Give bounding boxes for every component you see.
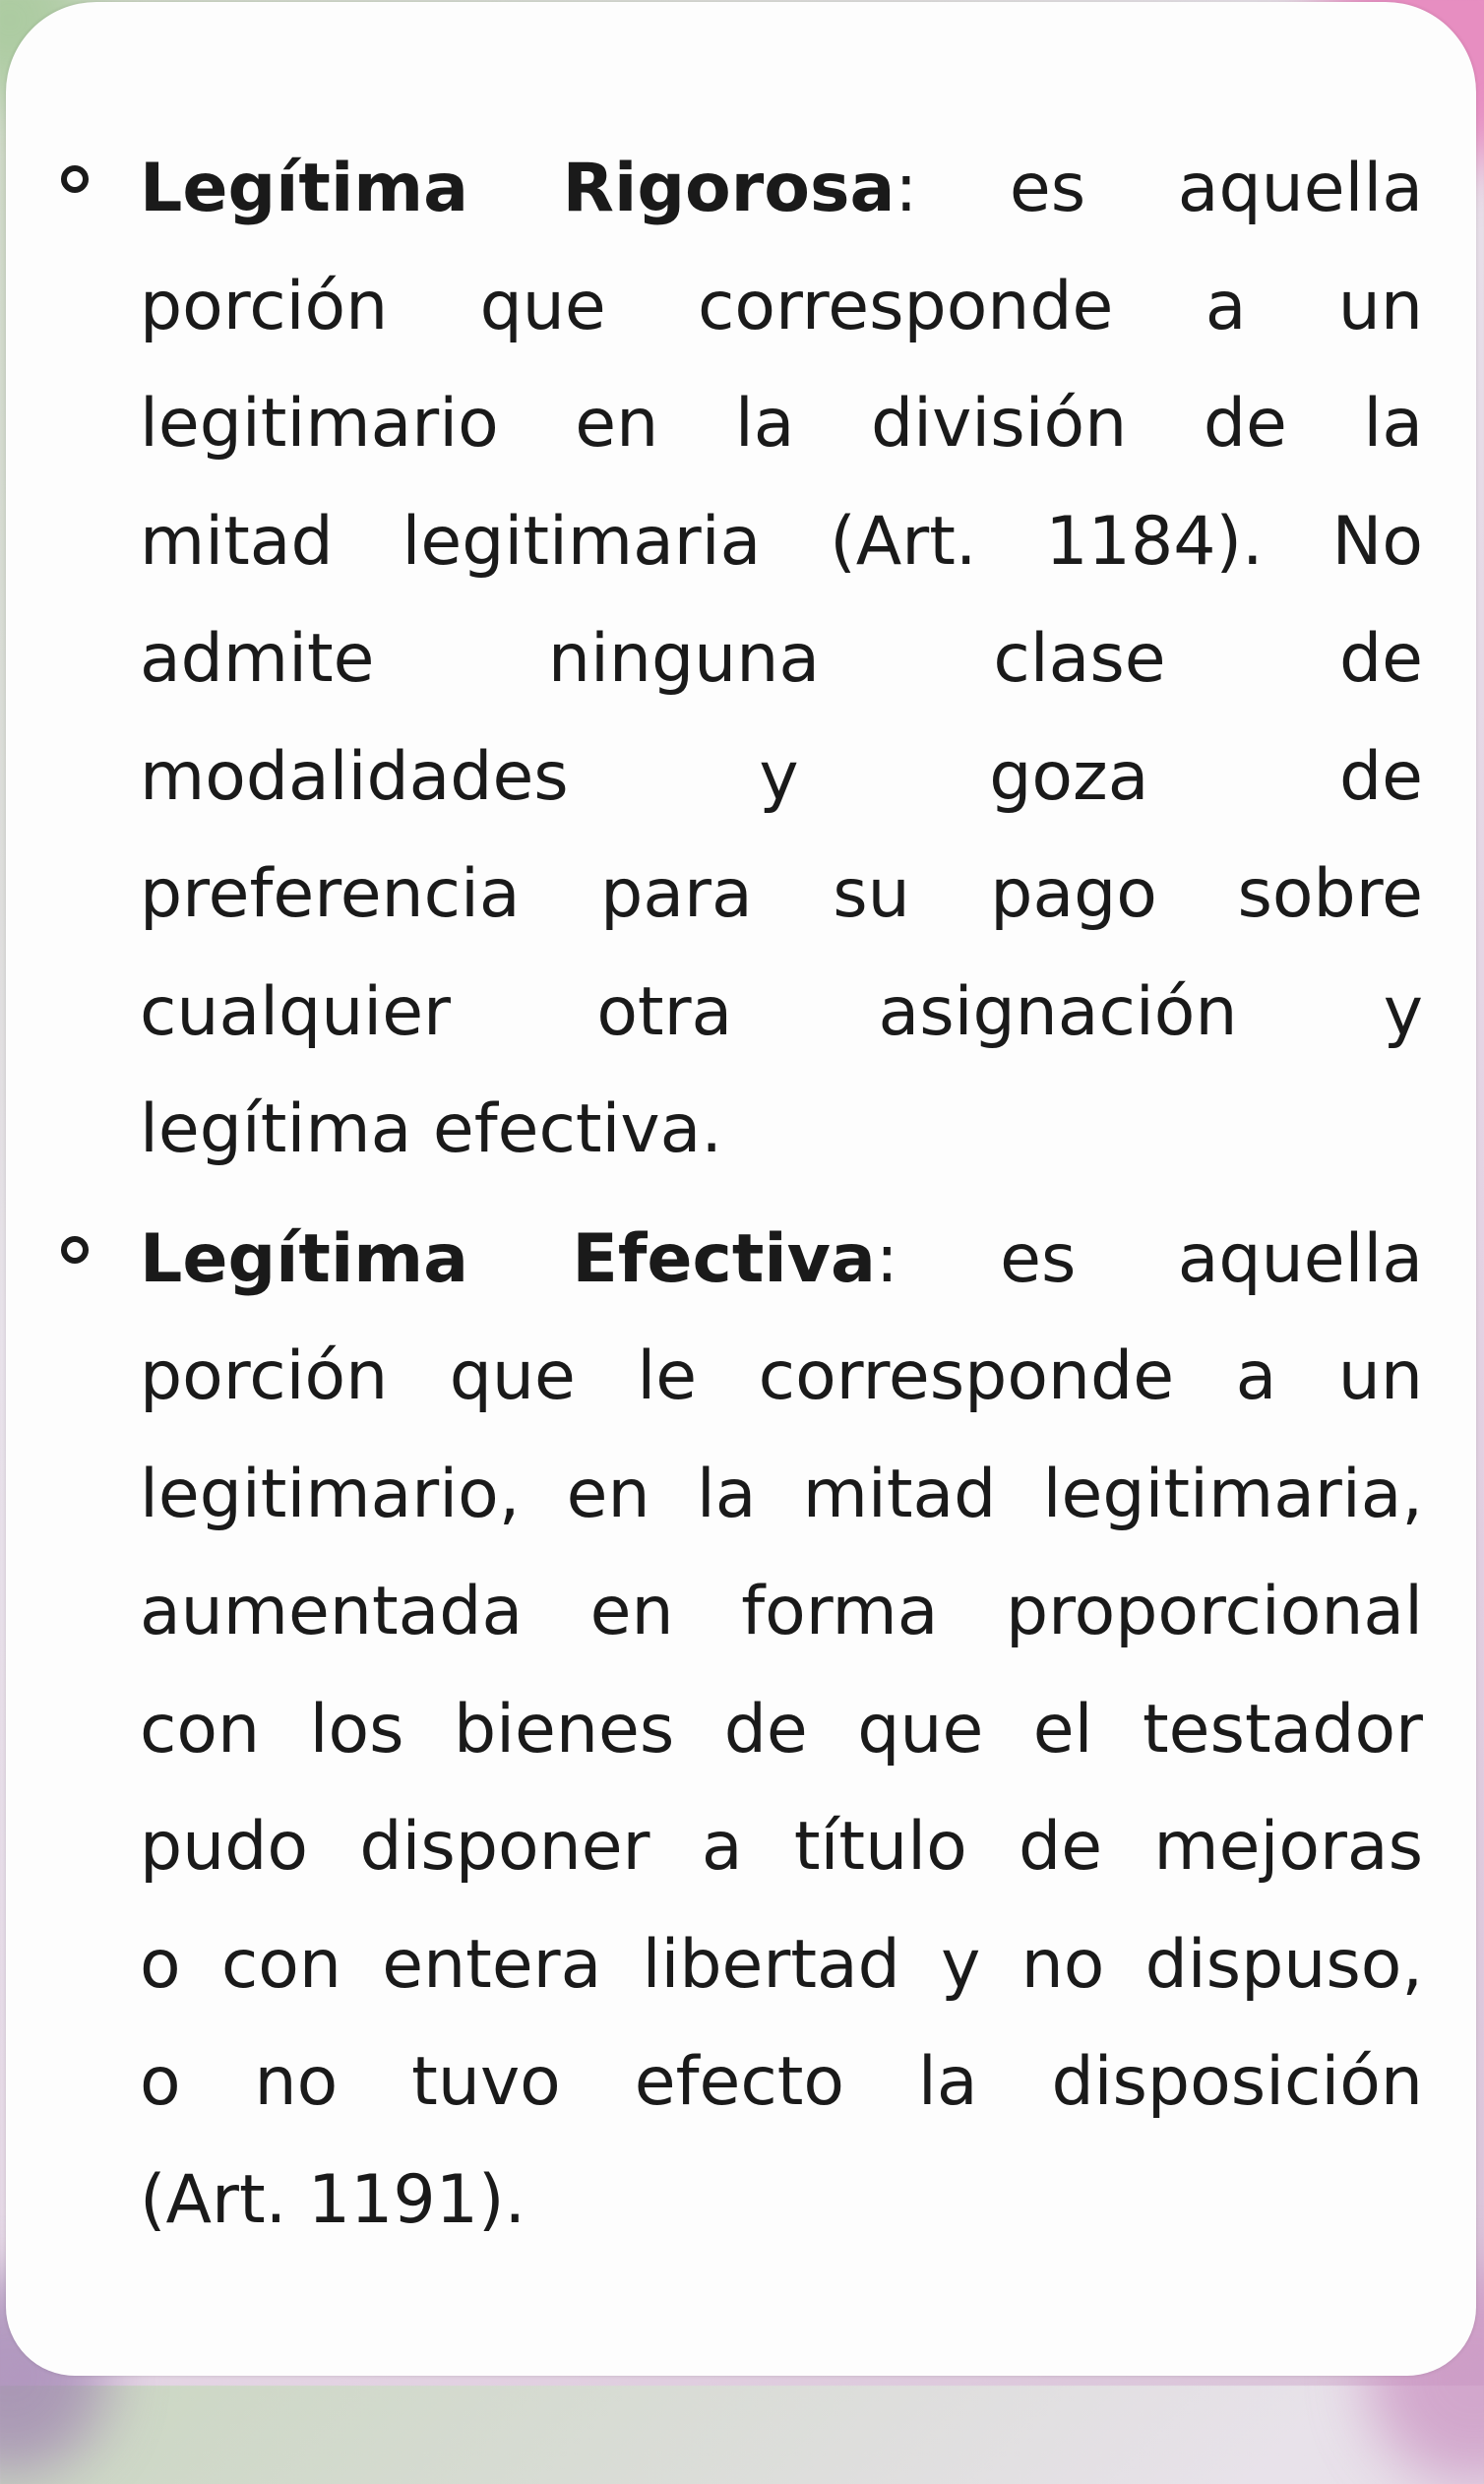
text-line: porción que le corresponde a un [140,1337,1423,1415]
text-line: admite ninguna clase de [140,620,1423,698]
text-line: legítima efectiva. [140,1090,722,1168]
text-line: legitimario en la división de la [140,385,1423,463]
text-line: mitad legitimaria (Art. 1184). No [140,502,1423,581]
text-line: o no tuvo efecto la disposición [140,2043,1423,2121]
text-line: modalidades y goza de [140,737,1423,816]
text-line: aumentada en forma proporcional [140,1573,1423,1650]
hollow-circle-bullet-icon [61,1236,89,1264]
first-line [140,1201,1423,1319]
first-line [140,130,1423,248]
text-line: o con entera libertad y no dispuso, [140,1925,1423,2004]
term-intro: : es aquella [895,150,1423,227]
text-line: (Art. 1191). [140,2160,526,2239]
list-item-legitima-efectiva [45,1201,1423,2260]
definition-card [6,2,1476,2376]
list-item-legitima-rigorosa [45,130,1423,1189]
hollow-circle-bullet-icon [61,165,89,193]
text-line: con los bienes de que el testador [140,1690,1423,1769]
text-line: preferencia para su pago sobre [140,855,1423,933]
term-heading: Legítima Rigorosa [140,150,896,227]
term-intro: : es aquella [875,1219,1423,1298]
text-line: porción que corresponde a un [140,267,1423,345]
text-line: cualquier otra asignación y [140,972,1423,1051]
text-line: legitimario, en la mitad legitimaria, [140,1455,1423,1533]
text-line: pudo disponer a título de mejoras [140,1808,1423,1886]
definition-list [45,130,1423,2270]
term-heading: Legítima Efectiva [140,1219,876,1298]
